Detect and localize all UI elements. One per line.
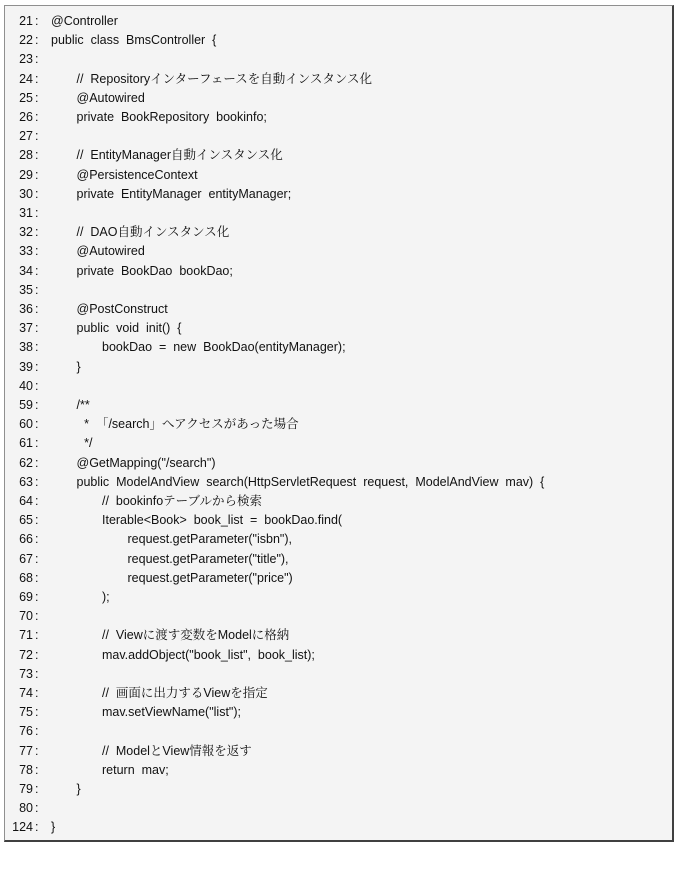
line-separator: : — [35, 378, 39, 393]
line-separator: : — [35, 801, 39, 816]
code-line — [5, 146, 665, 165]
code-text: // Repositoryインターフェースを自動インスタンス化 — [76, 71, 373, 86]
line-separator: : — [35, 474, 39, 489]
line-number: 70 — [19, 609, 33, 624]
code-line — [5, 70, 665, 89]
code-line — [5, 108, 665, 127]
code-line — [5, 511, 665, 530]
line-number: 37 — [19, 321, 33, 336]
line-number: 23 — [19, 52, 33, 67]
code-line — [5, 703, 665, 722]
code-text: bookDao = new BookDao(entityManager); — [102, 340, 346, 355]
line-number: 80 — [19, 801, 33, 816]
line-number: 65 — [19, 513, 33, 528]
code-text: request.getParameter("price") — [127, 570, 293, 585]
code-text: * 「/search」へアクセスがあった場合 — [84, 417, 299, 432]
line-number: 28 — [19, 148, 33, 163]
code-text: public void init() { — [76, 321, 182, 336]
code-text: mav.addObject("book_list", book_list); — [102, 647, 315, 662]
line-separator: : — [35, 705, 39, 720]
code-line — [5, 300, 665, 319]
line-number: 74 — [19, 686, 33, 700]
line-separator: : — [35, 33, 39, 48]
line-number: 34 — [19, 263, 33, 278]
code-line — [5, 454, 665, 473]
line-number: 68 — [19, 570, 33, 585]
line-separator: : — [35, 532, 39, 547]
code-line — [5, 377, 665, 396]
code-text: /** — [76, 398, 90, 412]
line-separator: : — [35, 398, 39, 412]
code-text: */ — [84, 436, 93, 451]
code-line — [5, 223, 665, 242]
code-line — [5, 415, 665, 434]
line-separator: : — [35, 90, 39, 105]
code-line — [5, 607, 665, 626]
line-number: 24 — [19, 71, 33, 86]
code-text: // 画面に出力するViewを指定 — [102, 686, 268, 700]
line-number: 67 — [19, 551, 33, 566]
line-number: 78 — [19, 762, 33, 777]
code-line — [5, 530, 665, 549]
code-text: private EntityManager entityManager; — [76, 186, 292, 201]
code-line — [5, 166, 665, 185]
line-number: 66 — [19, 532, 33, 547]
code-line — [5, 780, 665, 799]
line-separator: : — [35, 590, 39, 604]
code-line — [5, 665, 665, 684]
line-separator: : — [35, 647, 39, 662]
code-line — [5, 262, 665, 281]
code-line — [5, 626, 665, 645]
line-separator: : — [35, 282, 39, 297]
code-line — [5, 281, 665, 300]
code-text: // ModelとView情報を返す — [102, 743, 252, 758]
line-separator: : — [35, 417, 39, 432]
line-number: 36 — [19, 302, 33, 316]
line-separator: : — [35, 743, 39, 758]
code-text: // DAO自動インスタンス化 — [76, 225, 230, 240]
code-text: @Autowired — [76, 90, 145, 105]
code-text: request.getParameter("isbn"), — [127, 532, 293, 547]
code-text: request.getParameter("title"), — [127, 551, 289, 566]
line-number: 31 — [19, 206, 33, 220]
line-separator: : — [35, 570, 39, 585]
code-text: @Autowired — [76, 244, 145, 259]
code-text: public class BmsController { — [51, 33, 217, 48]
line-separator: : — [35, 225, 39, 240]
line-number: 26 — [19, 110, 33, 124]
line-separator: : — [35, 302, 39, 316]
line-number: 60 — [19, 417, 33, 432]
code-line — [5, 242, 665, 261]
line-number: 72 — [19, 647, 33, 662]
line-number: 35 — [19, 282, 33, 297]
code-line — [5, 185, 665, 204]
line-number: 40 — [19, 378, 33, 393]
line-separator: : — [35, 263, 39, 278]
line-separator: : — [35, 359, 39, 374]
line-number: 75 — [19, 705, 33, 720]
line-number: 61 — [19, 436, 33, 451]
line-number: 76 — [19, 724, 33, 739]
line-number: 59 — [19, 398, 33, 412]
code-line — [5, 818, 665, 837]
line-number: 69 — [19, 590, 33, 604]
line-number: 27 — [19, 129, 33, 144]
code-line — [5, 12, 665, 31]
code-line — [5, 569, 665, 588]
line-separator: : — [35, 762, 39, 777]
line-separator: : — [35, 455, 39, 470]
line-separator: : — [35, 820, 39, 835]
line-number: 62 — [19, 455, 33, 470]
line-separator: : — [35, 551, 39, 566]
code-text: mav.setViewName("list"); — [102, 705, 241, 720]
line-number: 79 — [19, 782, 33, 796]
line-number: 25 — [19, 90, 33, 105]
line-separator: : — [35, 206, 39, 220]
code-text: private BookRepository bookinfo; — [76, 110, 267, 124]
line-separator: : — [35, 52, 39, 67]
code-text: public ModelAndView search(HttpServletRequest request, ModelAndView mav) { — [76, 474, 545, 489]
line-separator: : — [35, 167, 39, 182]
code-text: Iterable<Book> book_list = bookDao.find( — [102, 513, 343, 528]
code-text: @GetMapping("/search") — [76, 455, 216, 470]
line-separator: : — [35, 724, 39, 739]
code-line — [5, 89, 665, 108]
code-line — [5, 204, 665, 223]
code-text: private BookDao bookDao; — [76, 263, 233, 278]
line-number: 32 — [19, 225, 33, 240]
code-line — [5, 319, 665, 338]
code-text: // bookinfoテーブルから検索 — [102, 494, 263, 508]
line-separator: : — [35, 609, 39, 624]
code-text: } — [76, 782, 81, 796]
line-separator: : — [35, 129, 39, 144]
line-separator: : — [35, 686, 39, 700]
line-number: 38 — [19, 340, 33, 355]
line-number: 124 — [12, 820, 33, 835]
line-number: 21 — [19, 14, 33, 28]
code-line — [5, 588, 665, 607]
code-text: } — [76, 359, 81, 374]
code-text: // Viewに渡す変数をModelに格納 — [102, 628, 290, 643]
code-text: // EntityManager自動インスタンス化 — [76, 148, 283, 163]
line-separator: : — [35, 494, 39, 508]
code-line — [5, 434, 665, 453]
line-separator: : — [35, 110, 39, 124]
code-text: @PostConstruct — [76, 302, 168, 316]
code-line — [5, 492, 665, 511]
line-separator: : — [35, 321, 39, 336]
line-number: 33 — [19, 244, 33, 259]
line-number: 71 — [19, 628, 33, 643]
code-line — [5, 396, 665, 415]
line-separator: : — [35, 244, 39, 259]
line-separator: : — [35, 513, 39, 528]
line-number: 29 — [19, 167, 33, 182]
code-line — [5, 127, 665, 146]
code-line — [5, 50, 665, 69]
line-number: 30 — [19, 186, 33, 201]
line-separator: : — [35, 340, 39, 355]
line-separator: : — [35, 628, 39, 643]
line-number: 77 — [19, 743, 33, 758]
code-line — [5, 358, 665, 377]
line-number: 73 — [19, 666, 33, 681]
line-number: 64 — [19, 494, 33, 508]
line-separator: : — [35, 14, 39, 28]
code-text: @PersistenceContext — [76, 167, 198, 182]
code-text: return mav; — [102, 762, 169, 777]
code-line — [5, 550, 665, 569]
line-number: 63 — [19, 474, 33, 489]
line-separator: : — [35, 666, 39, 681]
code-text: } — [51, 820, 56, 835]
line-number: 39 — [19, 359, 33, 374]
line-separator: : — [35, 436, 39, 451]
code-listing — [4, 5, 674, 842]
line-separator: : — [35, 782, 39, 796]
code-text: ); — [102, 590, 110, 604]
code-line — [5, 722, 665, 741]
code-text: @Controller — [51, 14, 118, 28]
code-line — [5, 799, 665, 818]
code-line — [5, 761, 665, 780]
code-line — [5, 684, 665, 703]
code-line — [5, 338, 665, 357]
line-separator: : — [35, 148, 39, 163]
line-separator: : — [35, 71, 39, 86]
code-line — [5, 646, 665, 665]
line-separator: : — [35, 186, 39, 201]
code-line — [5, 473, 665, 492]
code-line — [5, 742, 665, 761]
line-number: 22 — [19, 33, 33, 48]
code-line — [5, 31, 665, 50]
